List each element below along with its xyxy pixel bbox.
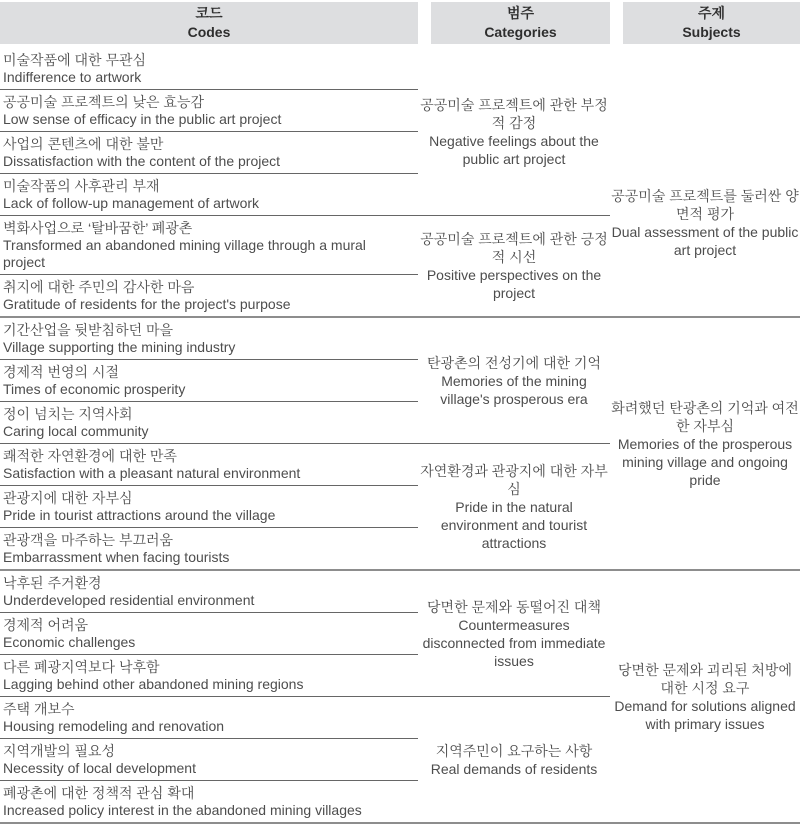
code-english: Lagging behind other abandoned mining regions: [3, 676, 304, 692]
code-row: [0, 318, 418, 360]
code-row: [0, 90, 418, 132]
code-english: Times of economic prosperity: [3, 381, 186, 397]
category-korean: 탄광촌의 전성기에 대한 기억: [427, 354, 601, 371]
code-english: Economic challenges: [3, 634, 136, 650]
subjects-header-english: Subjects: [682, 24, 741, 40]
subject-band: [0, 318, 800, 571]
code-korean: 사업의 콘텐츠에 대한 불만: [3, 136, 164, 152]
category-korean: 지역주민이 요구하는 사항: [435, 742, 593, 759]
codes-column: [0, 216, 418, 316]
code-row: [0, 360, 418, 402]
category-group: [0, 571, 610, 697]
code-english: Increased policy interest in the abandoned mining villages: [3, 802, 362, 818]
category-group: [0, 697, 610, 822]
category-cell: [418, 48, 610, 215]
code-korean: 벽화사업으로 ‘탈바꿈한’ 폐광촌: [3, 220, 193, 236]
code-english: Necessity of local development: [3, 760, 196, 776]
category-group: [0, 216, 610, 316]
category-english: Positive perspectives on the project: [426, 267, 602, 301]
code-english: Transformed an abandoned mining village through a mural project: [3, 237, 366, 270]
code-korean: 지역개발의 필요성: [3, 743, 116, 759]
subject-band: [0, 571, 800, 824]
category-korean: 자연환경과 관광지에 대한 자부심: [420, 462, 608, 497]
code-english: Embarrassment when facing tourists: [3, 549, 230, 565]
subject-english: Memories of the prosperous mining village and ongoing pride: [617, 435, 793, 488]
categories-column-header: [431, 2, 610, 44]
category-english: Countermeasures disconnected from immediate issues: [422, 616, 606, 669]
category-cell: [418, 571, 610, 696]
subject-korean: 공공미술 프로젝트를 둘러싼 양면적 평가: [611, 188, 799, 222]
code-row: [0, 275, 418, 316]
code-row: [0, 486, 418, 528]
subject-english: Demand for solutions aligned with primary issues: [614, 697, 796, 732]
code-korean: 경제적 어려움: [3, 617, 89, 633]
codes-column: [0, 571, 418, 696]
codes-column-header: [0, 2, 418, 44]
code-english: Indifference to artwork: [3, 69, 142, 85]
code-korean: 경제적 번영의 시절: [3, 364, 119, 380]
code-row: [0, 174, 418, 215]
category-english: Pride in the natural environment and tourist attractions: [440, 498, 588, 551]
category-korean: 공공미술 프로젝트에 관한 긍정적 시선: [420, 231, 608, 265]
subject-band: [0, 48, 800, 318]
code-korean: 취지에 대한 주민의 감사한 마음: [3, 279, 195, 295]
subjects-column-header: [623, 2, 800, 44]
code-row: [0, 216, 418, 275]
codes-header-korean: 코드: [195, 5, 223, 21]
code-korean: 정이 넘치는 지역사회: [3, 406, 133, 422]
code-korean: 공공미술 프로젝트의 낮은 효능감: [3, 94, 205, 110]
category-group: [0, 318, 610, 444]
code-english: Dissatisfaction with the content of the project: [3, 153, 281, 169]
code-korean: 쾌적한 자연환경에 대한 만족: [3, 448, 177, 464]
code-english: Housing remodeling and renovation: [3, 718, 225, 734]
subject-korean: 당면한 문제와 괴리된 처방에 대한 시정 요구: [618, 661, 792, 696]
code-korean: 주택 개보수: [3, 701, 75, 717]
category-korean: 당면한 문제와 동떨어진 대책: [427, 598, 601, 615]
code-row: [0, 402, 418, 443]
codes-column: [0, 48, 418, 215]
category-cell: [418, 318, 610, 443]
table-body: [0, 48, 800, 824]
category-cell: [418, 697, 610, 822]
code-korean: 관광객을 마주하는 부끄러움: [3, 532, 174, 548]
code-english: Underdeveloped residential environment: [3, 592, 255, 608]
codes-column: [0, 318, 418, 443]
category-cell: [418, 444, 610, 569]
codes-and-categories: [0, 318, 610, 569]
subjects-header-korean: 주제: [697, 5, 726, 21]
code-english: Gratitude of residents for the project's purpose: [3, 296, 291, 312]
subject-english: Dual assessment of the public art project: [611, 224, 799, 258]
category-cell: [418, 216, 610, 316]
categories-header-korean: 범주: [506, 5, 535, 21]
code-row: [0, 132, 418, 174]
code-row: [0, 781, 418, 822]
subject-cell: [610, 571, 800, 822]
codes-and-categories: [0, 571, 610, 822]
codes-column: [0, 697, 418, 822]
category-group: [0, 48, 610, 216]
category-english: Real demands of residents: [430, 760, 598, 777]
code-korean: 미술작품의 사후관리 부재: [3, 178, 160, 194]
code-korean: 폐광촌에 대한 정책적 관심 확대: [3, 785, 195, 801]
code-row: [0, 528, 418, 569]
code-english: Low sense of efficacy in the public art project: [3, 111, 282, 127]
category-english: Negative feelings about the public art project: [429, 132, 599, 167]
subject-cell: [610, 318, 800, 569]
code-english: Satisfaction with a pleasant natural environment: [3, 465, 301, 481]
codes-column: [0, 444, 418, 569]
category-english: Memories of the mining village's prosperous era: [440, 372, 588, 407]
code-korean: 관광지에 대한 자부심: [3, 490, 133, 506]
code-row: [0, 571, 418, 613]
codes-header-english: Codes: [187, 24, 231, 40]
code-english: Caring local community: [3, 423, 149, 439]
code-row: [0, 444, 418, 486]
code-row: [0, 739, 418, 781]
categories-header-english: Categories: [484, 24, 557, 40]
code-korean: 다른 폐광지역보다 낙후함: [3, 659, 160, 675]
category-group: [0, 444, 610, 569]
code-row: [0, 697, 418, 739]
code-row: [0, 613, 418, 655]
code-korean: 기간산업을 뒷받침하던 마을: [3, 322, 174, 338]
codes-and-categories: [0, 48, 610, 316]
code-row: [0, 655, 418, 696]
table-header: [0, 2, 800, 44]
code-korean: 미술작품에 대한 무관심: [3, 52, 147, 68]
code-english: Lack of follow-up management of artwork: [3, 195, 260, 211]
code-row: [0, 48, 418, 90]
code-english: Village supporting the mining industry: [3, 339, 236, 355]
subject-cell: [610, 48, 800, 316]
subject-korean: 화려했던 탄광촌의 기억과 여전한 자부심: [611, 399, 799, 434]
code-korean: 낙후된 주거환경: [3, 575, 102, 591]
code-english: Pride in tourist attractions around the village: [3, 507, 276, 523]
category-korean: 공공미술 프로젝트에 관한 부정적 감정: [420, 96, 608, 131]
